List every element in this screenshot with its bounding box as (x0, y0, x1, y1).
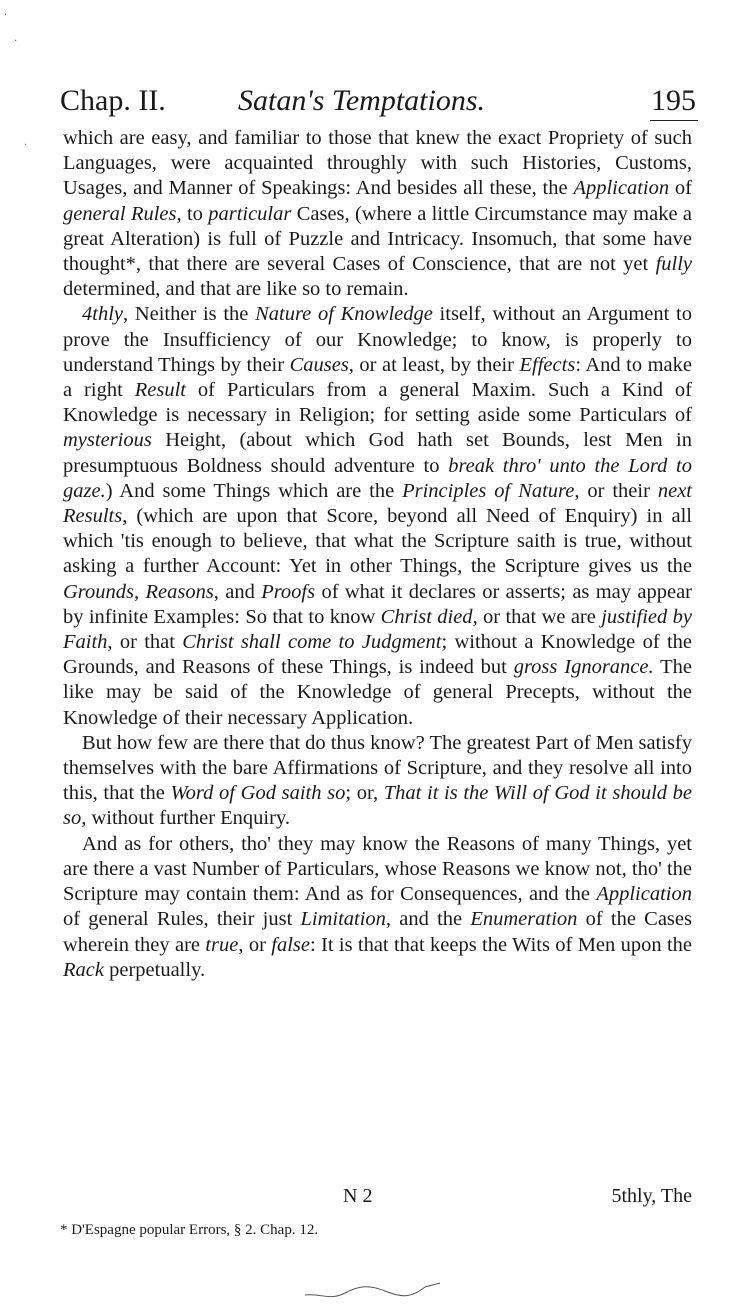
italic-run: Application (573, 177, 670, 200)
text-run: ) And some Things which are the (105, 479, 403, 502)
ink-scribble (300, 1265, 450, 1305)
italic-run: That it is the Will of God it should be so (63, 782, 693, 830)
page-number: 195 (651, 84, 696, 117)
italic-run: Principles of Nature (402, 479, 575, 502)
italic-run: false (271, 933, 310, 956)
paper-speck: · (24, 140, 28, 151)
text-run: of what it declares or asserts; as may appear by infinite Examples: So that to know (63, 580, 692, 628)
italic-run: next Results (63, 479, 692, 528)
text-run: , or at least, by their (348, 353, 520, 376)
text-run: , Neither is the (123, 303, 256, 326)
text-run: which are easy, and familiar to those that knew the exact Propriety of such Languages, were acquainted throughly with such Histories, Customs, Usages, and Manner of Speakings: And besides all these, the (63, 127, 692, 200)
italic-run: Grounds (63, 580, 134, 603)
signature-mark: N 2 (343, 1185, 373, 1207)
italic-run: gross Ignorance. (513, 656, 654, 679)
text-run: , or that we are (472, 605, 602, 628)
italic-run: Proofs (261, 580, 316, 603)
paper-speck: · (14, 36, 18, 47)
text-run: ; or, (345, 782, 384, 805)
text-run: of (669, 177, 693, 200)
paragraph (63, 126, 692, 302)
paragraph (63, 832, 692, 983)
text-run: of general Rules, their just (63, 908, 301, 931)
text-run: , or (238, 933, 272, 956)
text-run: , without further Enquiry. (81, 807, 290, 830)
text-run: : And to make a right (63, 353, 692, 402)
italic-run: Limitation (300, 908, 386, 931)
text-run: , to (176, 202, 209, 225)
text-run: , or their (574, 479, 658, 502)
text-run: Cases, (where a little Circumstance may make a great Alteration) is full of Puzzle and Intricacy. Insomuch, that some have thought*, that there are several Cases of Conscience, that are not yet (63, 202, 692, 276)
text-run: of Particulars from a general Maxim. Such a Kind of Knowledge is necessary in Religion; for setting aside some Particulars of (63, 379, 692, 427)
text-run: itself, without an Argument to prove the Insufficiency of our Knowledge; to know, is properly to understand Things by their (63, 303, 692, 376)
text-run: The like may be said of the Knowledge of general Precepts, without the Knowledge of their necessary Application. (63, 656, 692, 729)
italic-run: particular (208, 202, 292, 225)
italic-run: justified by Faith (63, 605, 692, 654)
text-run: But how few are there that do thus know? The greatest Part of Men satisfy themselves with the bare Affirmations of Scripture, and they resolve all into this, that the (63, 731, 692, 805)
text-run: , (which are upon that Score, beyond all Need of Enquiry) in all which 'tis enough to believe, that what the Scripture saith is true, without asking a further Account: Yet in other Things, the Scripture gives us the (63, 505, 692, 578)
footnote: * D'Espagne popular Errors, § 2. Chap. 12. (60, 1222, 319, 1238)
paragraph (63, 731, 692, 832)
running-title: Satan's Temptations. (238, 84, 486, 117)
text-run: ; without a Knowledge of the Grounds, and Reasons of these Things, is indeed but (63, 631, 692, 679)
page-footer (63, 1185, 692, 1215)
italic-run: Christ shall come to Judgment (182, 631, 442, 654)
text-run: Height, (about which God hath set Bounds, lest Men in presumptuous Boldness should adventure to (63, 429, 692, 477)
text-run: And as for others, tho' they may know the Reasons of many Things, yet are there a vast Number of Particulars, whose Reasons we know not, tho' the Scripture may contain them: And as for Consequences, and the (63, 832, 692, 906)
italic-run: break thro' unto the Lord to gaze. (63, 454, 692, 502)
italic-run: Nature of Knowledge (255, 303, 433, 326)
header-rule (650, 120, 698, 121)
italic-run: true (205, 933, 239, 956)
text-run: , or that (107, 631, 183, 654)
paragraph (63, 302, 692, 730)
text-run: determined, and that are like so to remain. (63, 278, 409, 301)
text-run: of the Cases wherein they are (63, 908, 692, 956)
italic-run: Causes (289, 353, 349, 376)
chapter-heading: Chap. II. (60, 84, 166, 117)
italic-run: Christ died (380, 605, 473, 628)
italic-run: Rack (63, 958, 104, 981)
italic-run: Effects (519, 353, 576, 376)
body-text (63, 126, 692, 983)
paper-speck: · (4, 10, 8, 21)
italic-run: mysterious (63, 429, 152, 452)
italic-run: fully (655, 253, 692, 276)
running-header (60, 84, 700, 124)
italic-run: general Rules (63, 202, 177, 225)
text-run: perpetually. (103, 958, 206, 981)
text-run: , (134, 580, 146, 603)
text-run: : It is that that keeps the Wits of Men upon the (309, 933, 692, 956)
text-run: , and (213, 580, 262, 603)
text-run: , and the (385, 908, 471, 931)
italic-run: Application (596, 883, 692, 906)
italic-run: Result (134, 379, 186, 402)
italic-run: 4thly (82, 303, 123, 326)
italic-run: Word of God saith so (170, 782, 346, 805)
catchword: 5thly, The (611, 1185, 692, 1207)
italic-run: Reasons (145, 580, 214, 603)
italic-run: Enumeration (470, 908, 578, 931)
